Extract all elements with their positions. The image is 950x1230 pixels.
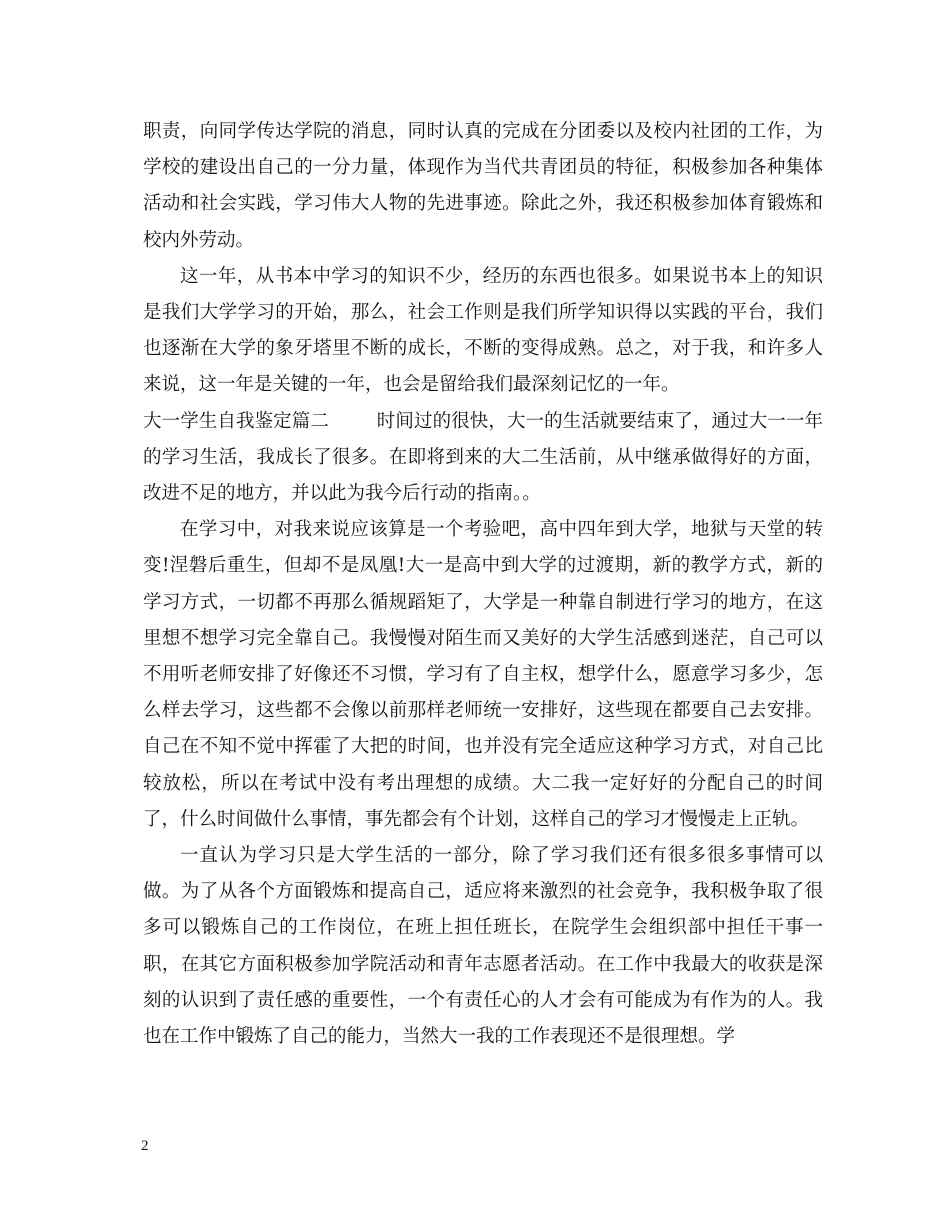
document-body <box>143 114 823 1055</box>
paragraph-4: 在学习中，对我来说应该算是一个考验吧，高中四年到大学，地狱与天堂的转变!涅磐后重生，但却不是凤凰!大一是高中到大学的过渡期，新的教学方式，新的学习方式，一切都不再那么循规蹈矩了，大学是一种靠自制进行学习的地方，在这里想不想学习完全靠自己。我慢慢对陌生而又美好的大学生活感到迷茫，自己可以不用听老师安排了好像还不习惯，学习有了自主权，想学什么，愿意学习多少，怎么样去学习，这些都不会像以前那样老师统一安排好，这些现在都要自己去安排。自己在不知不觉中挥霍了大把的时间，也并没有完全适应这种学习方式，对自己比较放松，所以在考试中没有考出理想的成绩。大二我一定好好的分配自己的时间了，什么时间做什么事情，事先都会有个计划，这样自己的学习才慢慢走上正轨。 <box>143 519 823 830</box>
page-number: 2 <box>141 1138 149 1154</box>
paragraph-3-text: 时间过的很快，大一的生活就要结束了，通过大一一年的学习生活，我成长了很多。在即将到来的大二生活前，从中继承做得好的方面，改进不足的地方，并以此为我今后行动的指南。。 <box>143 410 823 505</box>
paragraph-5: 一直认为学习只是大学生活的一部分，除了学习我们还有很多很多事情可以做。为了从各个方面锻炼和提高自己，适应将来激烈的社会竞争，我积极争取了很多可以锻炼自己的工作岗位，在班上担任班长，在院学生会组织部中担任干事一职，在其它方面积极参加学院活动和青年志愿者活动。在工作中我最大的收获是深刻的认识到了责任感的重要性，一个有责任心的人才会有可能成为有作为的人。我也在工作中锻炼了自己的能力，当然大一我的工作表现还不是很理想。学 <box>143 845 823 1048</box>
section-heading: 大一学生自我鉴定篇二 <box>143 410 329 432</box>
paragraph-1: 职责，向同学传达学院的消息，同时认真的完成在分团委以及校内社团的工作，为学校的建设出自己的一分力量，体现作为当代共青团员的特征，积极参加各种集体活动和社会实践，学习伟大人物的先进事迹。除此之外，我还积极参加体育锻炼和校内外劳动。 <box>143 121 823 251</box>
heading-gap <box>329 411 377 432</box>
paragraph-2: 这一年，从书本中学习的知识不少，经历的东西也很多。如果说书本上的知识是我们大学学习的开始，那么，社会工作则是我们所学知识得以实践的平台，我们也逐渐在大学的象牙塔里不断的成长，不断的变得成熟。总之，对于我，和许多人来说，这一年是关键的一年，也会是留给我们最深刻记忆的一年。 <box>143 265 823 396</box>
paragraph-3 <box>143 404 823 513</box>
